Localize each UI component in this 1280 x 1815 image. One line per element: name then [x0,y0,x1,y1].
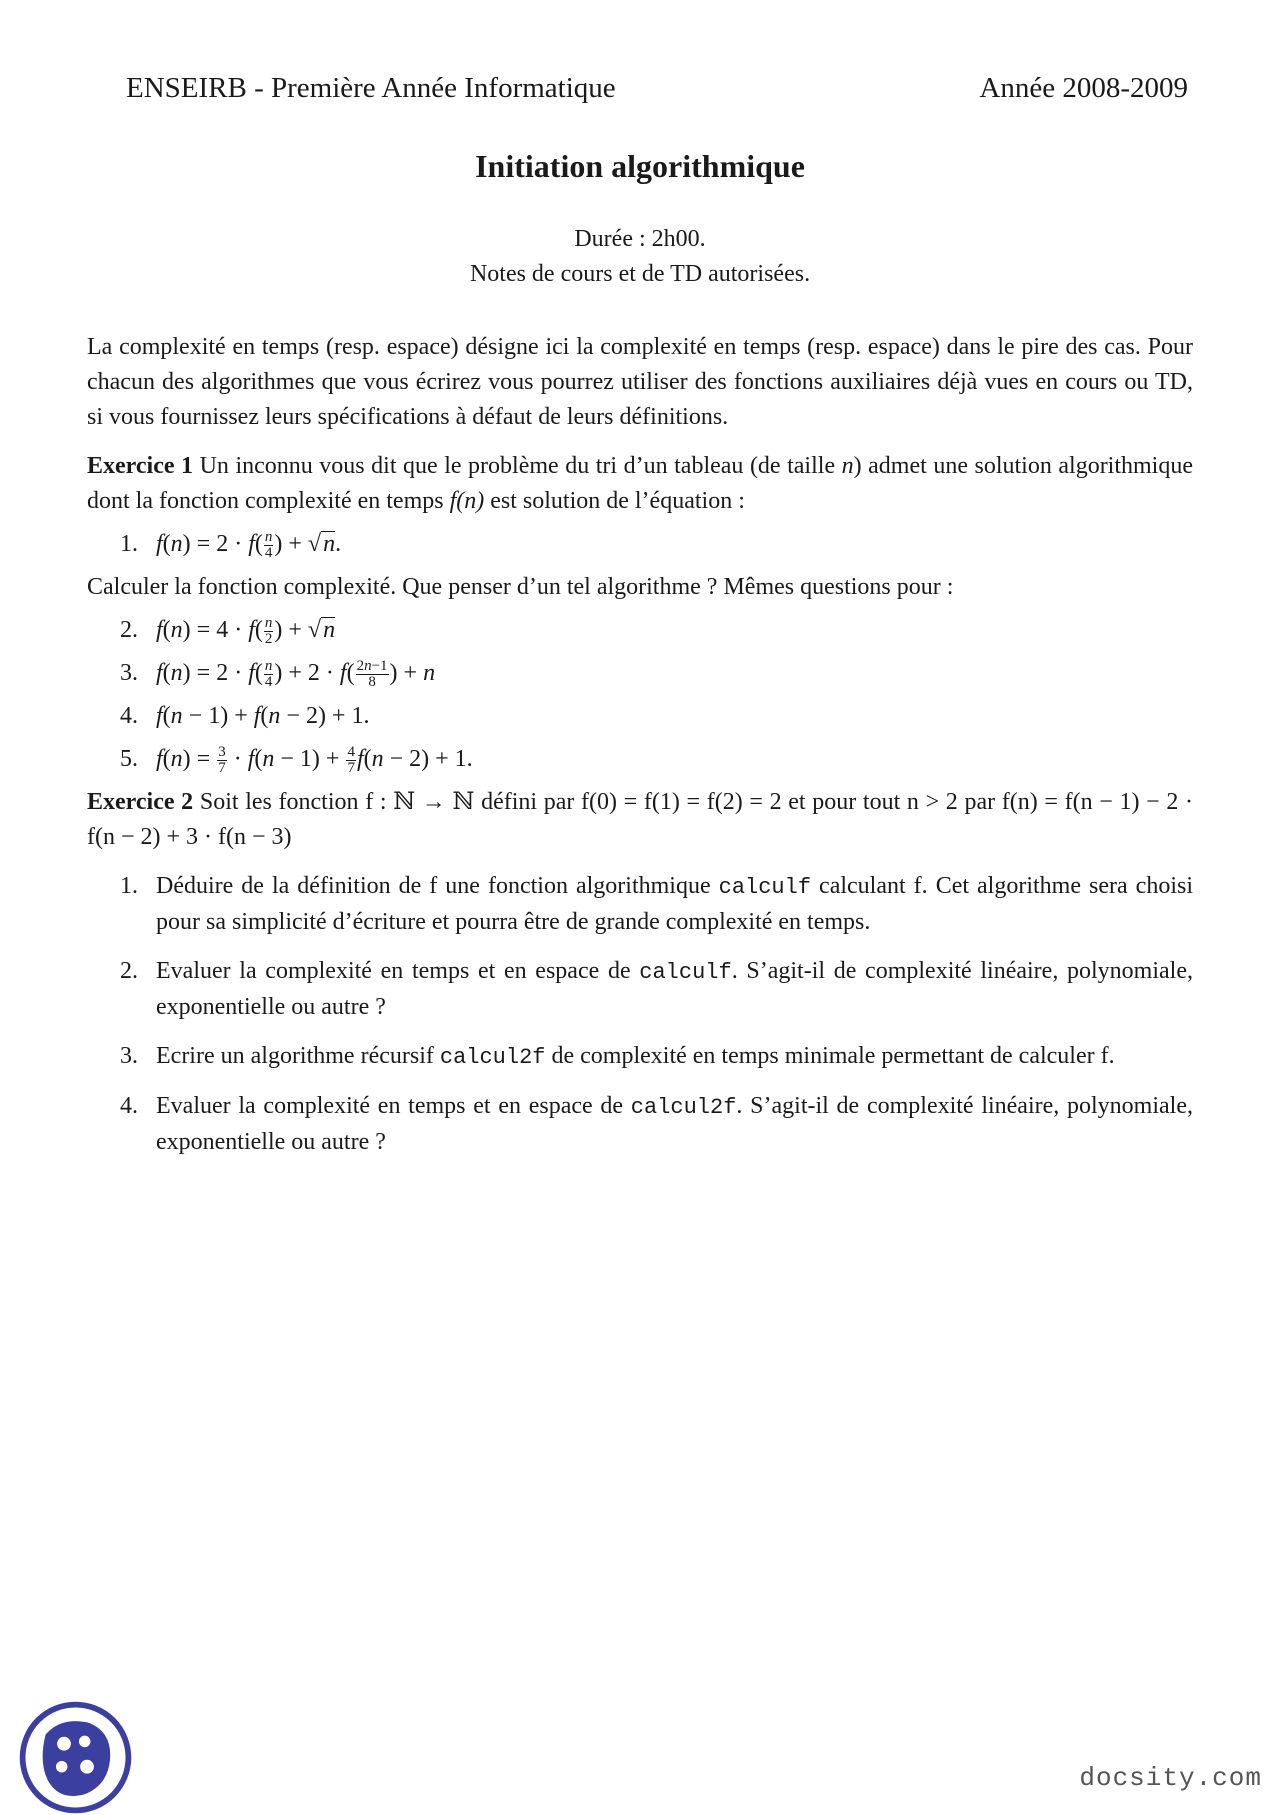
exercise-1-var-n: n [841,453,854,479]
exercise-2-label: Exercice 2 [87,789,194,815]
exercise-1-follow-up: Calculer la fonction complexité. Que penser d’un tel algorithme ? Mêmes questions pour : [87,574,954,600]
page-title: Initiation algorithmique [475,148,805,184]
exercise-2-definition: Soit les fonction f : ℕ → ℕ défini par f(0) = f(1) = f(2) = 2 et pour tout n > 2 par f(n) = f(n − 1) − 2 · f(n − 2) + 3 · f(n − 3) [87,789,1193,850]
question-text: Déduire de la définition de f une fonction algorithmique calculf calculant f. Cet algorithme sera choisi pour sa simplicité d’écriture et pourra être de grande complexité en temps. [156,873,1193,935]
equation-2 [120,613,1193,648]
question-list [87,869,1193,1160]
equation-number: 3. [120,660,138,686]
exercise-1-text-a: Un inconnu vous dit que le problème du tri d’un tableau (de taille [199,453,842,479]
equation-1 [120,527,1193,562]
exam-meta [0,222,1280,292]
header-year: Année 2008-2009 [979,72,1188,104]
question-number: 4. [120,1093,138,1119]
exam-duration: Durée : 2h00. [574,226,706,252]
equation-4 [120,699,1193,734]
equation-formula: f(n) = 4 · f( $\frac{n}{2}$ ) + √n [156,614,336,647]
code-identifier: calcul2f [630,1095,737,1120]
code-identifier: calcul2f [439,1045,546,1070]
equation-number: 2. [120,617,138,643]
question-text: Ecrire un algorithme récursif calcul2f de complexité en temps minimale permettant de calculer f. [156,1043,1115,1070]
code-identifier: calculf [639,960,732,985]
equation-number: 1. [120,531,138,557]
question-number: 1. [120,873,138,899]
question-number: 3. [120,1043,138,1069]
docsity-logo-icon[interactable] [18,1700,133,1815]
question-4 [120,1089,1193,1160]
question-number: 2. [120,958,138,984]
question-2 [120,954,1193,1025]
question-3 [120,1039,1193,1075]
equation-3 [120,656,1193,691]
code-identifier: calculf [718,875,812,900]
docsity-brand-link[interactable]: docsity.com [1079,1763,1262,1793]
equation-formula: f(n − 1) + f(n − 2) + 1. [156,703,370,729]
equation-formula: f(n) = 2 · f( $\frac{n}{4}$ ) + √n. [156,528,342,561]
exercise-1-text-b: ) admet une solution algorithmique dont la fonction complexité en temps [87,453,1194,514]
exam-body [87,330,1193,1174]
exercise-1-statement [87,449,1193,519]
equation-number: 5. [120,746,138,772]
question-1 [120,869,1193,940]
page-header [126,72,1188,105]
question-text: Evaluer la complexité en temps et en espace de calcul2f. S’agit-il de complexité linéaire, polynomiale, exponentielle ou autre ? [156,1093,1193,1155]
question-text: Evaluer la complexité en temps et en espace de calculf. S’agit-il de complexité linéaire, polynomiale, exponentielle ou autre ? [156,958,1193,1020]
exercise-1-fn: f(n) [449,488,485,514]
equation-list-1 [87,527,1193,562]
exercise-1-label: Exercice 1 [87,453,194,479]
equation-5 [120,742,1193,777]
exercise-2-statement [87,785,1193,855]
equation-formula: f(n) = $\frac{3}{7}$ · f(n − 1) + $\frac{4}{7}$ f(n − 2) + 1. [156,743,473,776]
intro-paragraph: La complexité en temps (resp. espace) désigne ici la complexité en temps (resp. espace) dans le pire des cas. Pour chacun des algorithmes que vous écrirez vous pourrez utiliser des fonctions auxiliaires déjà vues en cours ou TD, si vous fournissez leurs spécifications à défaut de leurs définitions. [87,334,1193,430]
exercise-1-text-c: est solution de l’équation : [484,488,745,514]
equation-number: 4. [120,703,138,729]
equation-list-2 [87,613,1193,777]
equation-formula: f(n) = 2 · f( $\frac{n}{4}$ ) + 2 · f( $\frac{2n-1}{8}$ ) + n [156,657,436,690]
exam-notes: Notes de cours et de TD autorisées. [469,261,811,287]
header-institution: ENSEIRB - Première Année Informatique [126,72,616,104]
